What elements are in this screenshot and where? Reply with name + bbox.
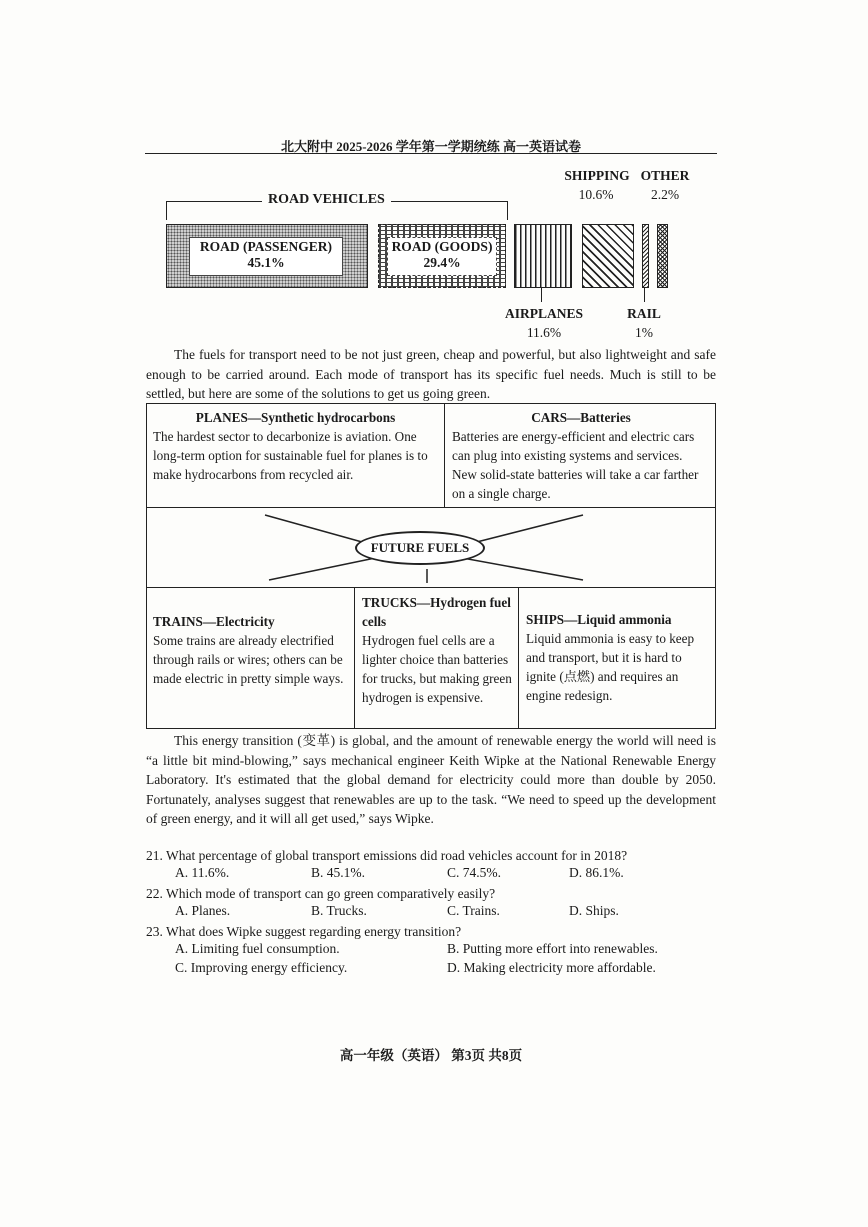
option-22-b[interactable]: B. Trucks.: [311, 903, 367, 918]
shipping-value: 10.6%: [578, 187, 614, 202]
cars-title: CARS—Batteries: [531, 410, 631, 425]
option-21-c[interactable]: C. 74.5%.: [447, 865, 501, 880]
closing-paragraph: [146, 731, 716, 829]
trains-text: Some trains are already electrified through rails or wires; others can be made electric in pretty simple ways.: [153, 633, 344, 686]
rail-block: [642, 224, 649, 288]
question-stem: 22. Which mode of transport can go green comparatively easily?: [146, 886, 496, 901]
rail-pointer: [644, 288, 645, 302]
planes-title: PLANES—Synthetic hydrocarbons: [195, 410, 396, 425]
other-label: OTHER: [640, 168, 690, 183]
option-22-d[interactable]: D. Ships.: [569, 903, 619, 918]
airplanes-block: [514, 224, 572, 288]
option-21-a[interactable]: A. 11.6%.: [175, 865, 230, 880]
road-goods-block: [378, 224, 506, 288]
closing-paragraph-text: This energy transition (变革) is global, and the amount of renewable energy the world will need is “a little bit mind-blowing,” says mechanical engineer Keith Wipke at the National Renewable Energy Laboratory. It's estimated that the global demand for electricity could more than double by 2050. Fortunately, analyses suggest that renewables are up to the task. “We need to speed up the development of green energy, and it will all get used,” says Wipke.: [146, 733, 716, 826]
option-23-b[interactable]: B. Putting more effort into renewables.: [447, 941, 658, 956]
road-vehicles-label: ROAD VEHICLES: [262, 192, 391, 208]
page-header: 北大附中 2025-2026 学年第一学期统练 高一英语试卷: [280, 139, 582, 154]
shipping-block: [582, 224, 634, 288]
question-22: [146, 884, 716, 903]
ships-text: Liquid ammonia is easy to keep and transport, but it is hard to ignite (点燃) and requires an engine redesign.: [526, 631, 695, 703]
future-fuels-center: FUTURE FUELS: [355, 531, 485, 565]
intro-paragraph: [146, 345, 716, 404]
question-stem: 21. What percentage of global transport emissions did road vehicles account for in 2018?: [146, 848, 628, 863]
option-21-b[interactable]: B. 45.1%.: [311, 865, 365, 880]
question-23: [146, 922, 716, 941]
table-divider: [518, 587, 519, 728]
other-value: 2.2%: [650, 187, 680, 202]
planes-cell: [153, 408, 438, 484]
trains-cell: [153, 612, 349, 688]
trains-title: TRAINS—Electricity: [153, 614, 275, 629]
airplanes-value: 11.6%: [526, 325, 562, 340]
rail-label: RAIL: [627, 306, 661, 321]
table-divider: [444, 404, 445, 507]
header-rule: [145, 153, 717, 154]
page-footer: 高一年级（英语） 第3页 共8页: [339, 1048, 523, 1063]
table-divider: [147, 587, 715, 588]
rail-value: 1%: [635, 325, 653, 340]
option-23-a[interactable]: A. Limiting fuel consumption.: [175, 941, 340, 956]
trucks-title: TRUCKS—Hydrogen fuel cells: [362, 595, 511, 629]
airplanes-pointer: [541, 288, 542, 302]
question-21: [146, 846, 716, 865]
road-goods-label: ROAD (GOODS): [391, 239, 493, 254]
table-divider: [354, 587, 355, 728]
airplanes-label: AIRPLANES: [504, 306, 583, 321]
road-passenger-block: [166, 224, 368, 288]
road-passenger-value: 45.1%: [247, 255, 285, 270]
option-23-c[interactable]: C. Improving energy efficiency.: [175, 960, 348, 975]
question-stem: 23. What does Wipke suggest regarding energy transition?: [146, 924, 462, 939]
option-22-a[interactable]: A. Planes.: [175, 903, 231, 918]
ships-cell: [526, 610, 712, 705]
intro-paragraph-text: The fuels for transport need to be not just green, cheap and powerful, but also lightweight and safe enough to be carried around. Each mode of transport has its specific fuel needs. Much is still to be settled, but here are some of the solutions to get us going green.: [146, 347, 716, 401]
cars-text: Batteries are energy-efficient and electric cars can plug into existing systems and services. New solid-state batteries will take a car farther on a single charge.: [452, 429, 699, 501]
shipping-label: SHIPPING: [564, 168, 630, 183]
trucks-text: Hydrogen fuel cells are a lighter choice than batteries for trucks, but making green hydrogen is expensive.: [362, 633, 512, 705]
ships-title: SHIPS—Liquid ammonia: [526, 612, 672, 627]
option-23-d[interactable]: D. Making electricity more affordable.: [447, 960, 656, 975]
road-goods-value: 29.4%: [423, 255, 461, 270]
trucks-cell: [362, 593, 514, 707]
future-fuels-table: [146, 403, 716, 729]
planes-text: The hardest sector to decarbonize is aviation. One long-term option for sustainable fuel for planes is to make hydrocarbons from recycled air.: [153, 429, 428, 482]
spoke-ships: [457, 557, 583, 580]
option-21-d[interactable]: D. 86.1%.: [569, 865, 624, 880]
road-passenger-label: ROAD (PASSENGER): [199, 239, 333, 254]
cars-cell: [452, 408, 710, 503]
option-22-c[interactable]: C. Trains.: [447, 903, 500, 918]
spoke-trains: [269, 557, 380, 580]
other-block: [657, 224, 668, 288]
